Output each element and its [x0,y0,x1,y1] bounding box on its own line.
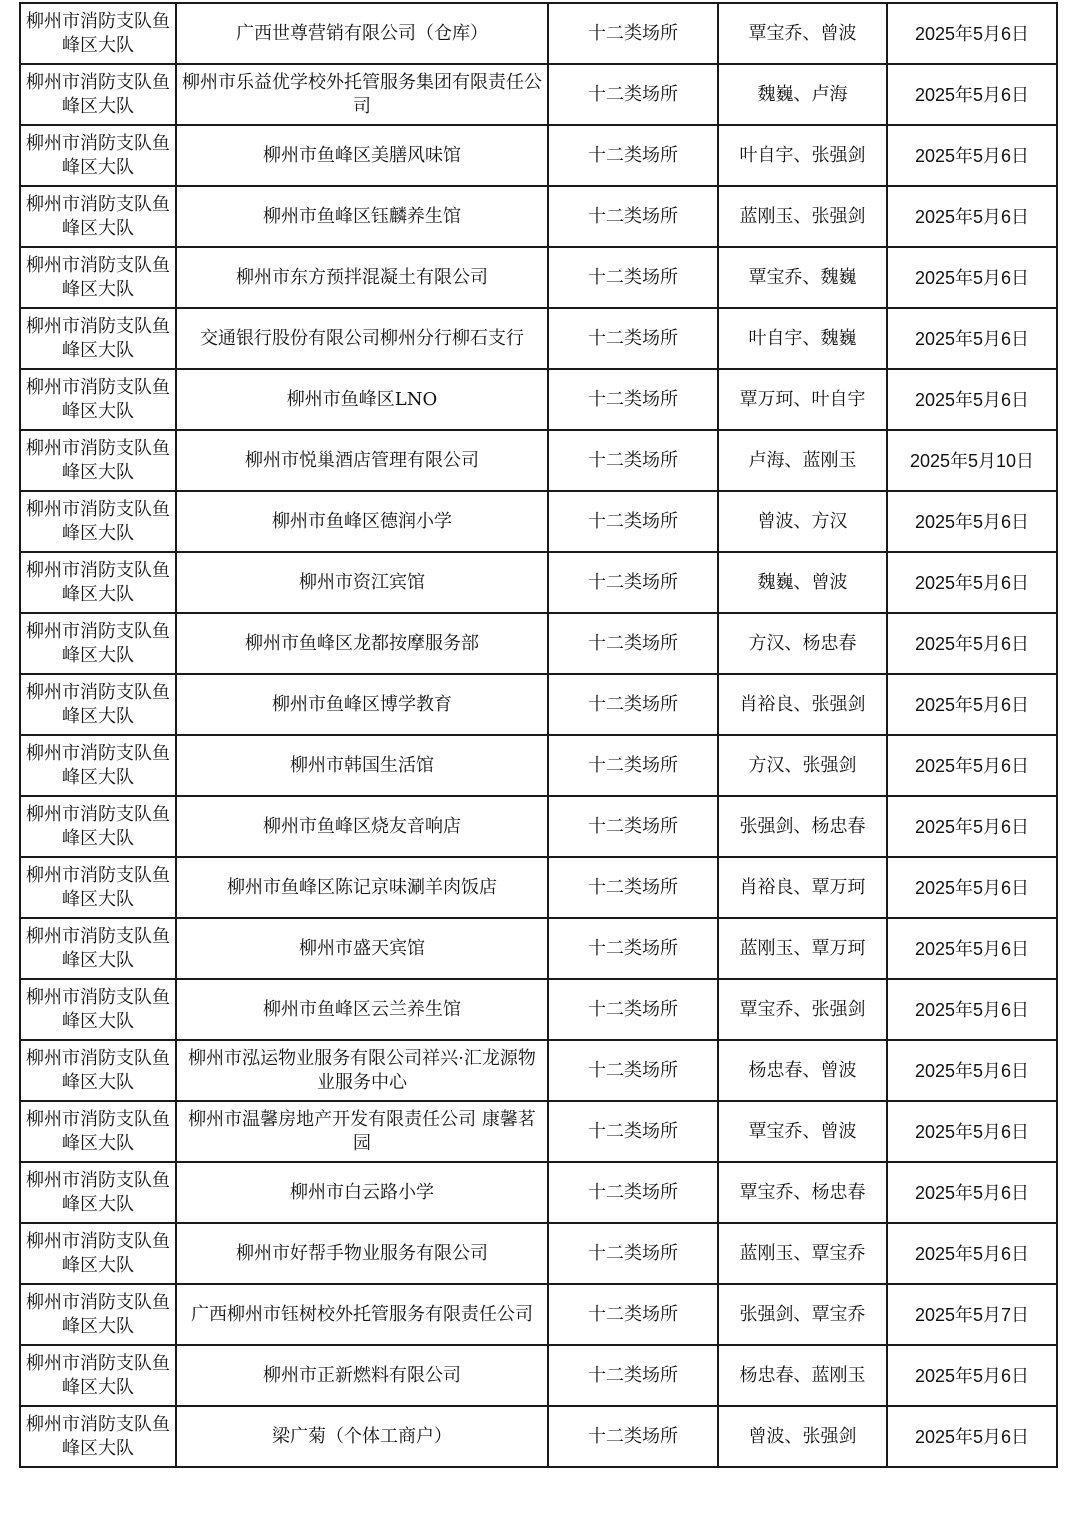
unit-cell: 柳州市消防支队鱼峰区大队 [20,1284,176,1345]
inspectors-cell: 张强剑、杨忠春 [718,796,887,857]
inspectors-cell: 蓝刚玉、覃万珂 [718,918,887,979]
table-row [20,369,1057,430]
category-cell: 十二类场所 [548,125,718,186]
category-cell: 十二类场所 [548,64,718,125]
date-cell: 2025年5月6日 [887,308,1057,369]
inspectors-cell: 方汉、杨忠春 [718,613,887,674]
unit-cell: 柳州市消防支队鱼峰区大队 [20,979,176,1040]
inspectors-cell: 覃万珂、叶自宇 [718,369,887,430]
unit-cell: 柳州市消防支队鱼峰区大队 [20,247,176,308]
date-cell: 2025年5月6日 [887,735,1057,796]
category-cell: 十二类场所 [548,674,718,735]
inspectors-cell: 肖裕良、覃万珂 [718,857,887,918]
category-cell: 十二类场所 [548,979,718,1040]
category-cell: 十二类场所 [548,1345,718,1406]
unit-cell: 柳州市消防支队鱼峰区大队 [20,552,176,613]
table-row [20,918,1057,979]
venue-name-cell: 柳州市鱼峰区博学教育 [176,674,548,735]
unit-cell: 柳州市消防支队鱼峰区大队 [20,918,176,979]
table-row [20,857,1057,918]
inspectors-cell: 覃宝乔、张强剑 [718,979,887,1040]
category-cell: 十二类场所 [548,308,718,369]
inspectors-cell: 覃宝乔、魏巍 [718,247,887,308]
venue-name-cell: 柳州市鱼峰区德润小学 [176,491,548,552]
date-cell: 2025年5月6日 [887,1223,1057,1284]
date-cell: 2025年5月6日 [887,979,1057,1040]
category-cell: 十二类场所 [548,1406,718,1467]
date-cell: 2025年5月6日 [887,491,1057,552]
category-cell: 十二类场所 [548,857,718,918]
unit-cell: 柳州市消防支队鱼峰区大队 [20,125,176,186]
inspectors-cell: 曾波、张强剑 [718,1406,887,1467]
table-row [20,552,1057,613]
table-row [20,1284,1057,1345]
inspectors-cell: 蓝刚玉、覃宝乔 [718,1223,887,1284]
unit-cell: 柳州市消防支队鱼峰区大队 [20,369,176,430]
inspectors-cell: 卢海、蓝刚玉 [718,430,887,491]
unit-cell: 柳州市消防支队鱼峰区大队 [20,1040,176,1101]
table-row [20,125,1057,186]
venue-name-cell: 柳州市资江宾馆 [176,552,548,613]
venue-name-cell: 梁广菊（个体工商户） [176,1406,548,1467]
unit-cell: 柳州市消防支队鱼峰区大队 [20,1345,176,1406]
date-cell: 2025年5月7日 [887,1284,1057,1345]
venue-name-cell: 广西世尊营销有限公司（仓库） [176,3,548,64]
unit-cell: 柳州市消防支队鱼峰区大队 [20,735,176,796]
venue-name-cell: 柳州市正新燃料有限公司 [176,1345,548,1406]
unit-cell: 柳州市消防支队鱼峰区大队 [20,491,176,552]
venue-name-cell: 柳州市鱼峰区LNO [176,369,548,430]
venue-name-cell: 柳州市鱼峰区美膳风味馆 [176,125,548,186]
unit-cell: 柳州市消防支队鱼峰区大队 [20,1406,176,1467]
category-cell: 十二类场所 [548,552,718,613]
table-row [20,1101,1057,1162]
date-cell: 2025年5月6日 [887,1345,1057,1406]
inspectors-cell: 张强剑、覃宝乔 [718,1284,887,1345]
venue-name-cell: 交通银行股份有限公司柳州分行柳石支行 [176,308,548,369]
date-cell: 2025年5月6日 [887,369,1057,430]
unit-cell: 柳州市消防支队鱼峰区大队 [20,796,176,857]
venue-name-cell: 柳州市鱼峰区陈记京味涮羊肉饭店 [176,857,548,918]
date-cell: 2025年5月6日 [887,186,1057,247]
inspectors-cell: 蓝刚玉、张强剑 [718,186,887,247]
date-cell: 2025年5月6日 [887,125,1057,186]
table-row [20,1040,1057,1101]
unit-cell: 柳州市消防支队鱼峰区大队 [20,1162,176,1223]
unit-cell: 柳州市消防支队鱼峰区大队 [20,857,176,918]
date-cell: 2025年5月6日 [887,552,1057,613]
unit-cell: 柳州市消防支队鱼峰区大队 [20,64,176,125]
table-row [20,796,1057,857]
category-cell: 十二类场所 [548,491,718,552]
date-cell: 2025年5月6日 [887,613,1057,674]
table-row [20,64,1057,125]
inspectors-cell: 覃宝乔、曾波 [718,3,887,64]
date-cell: 2025年5月6日 [887,1406,1057,1467]
inspectors-cell: 魏巍、曾波 [718,552,887,613]
inspectors-cell: 曾波、方汉 [718,491,887,552]
date-cell: 2025年5月6日 [887,796,1057,857]
venue-name-cell: 广西柳州市钰树校外托管服务有限责任公司 [176,1284,548,1345]
venue-name-cell: 柳州市东方预拌混凝土有限公司 [176,247,548,308]
venue-name-cell: 柳州市鱼峰区钰麟养生馆 [176,186,548,247]
unit-cell: 柳州市消防支队鱼峰区大队 [20,186,176,247]
table-row [20,1223,1057,1284]
unit-cell: 柳州市消防支队鱼峰区大队 [20,430,176,491]
venue-name-cell: 柳州市悦巢酒店管理有限公司 [176,430,548,491]
date-cell: 2025年5月10日 [887,430,1057,491]
table-row [20,308,1057,369]
venue-name-cell: 柳州市韩国生活馆 [176,735,548,796]
unit-cell: 柳州市消防支队鱼峰区大队 [20,3,176,64]
category-cell: 十二类场所 [548,1162,718,1223]
inspectors-cell: 覃宝乔、曾波 [718,1101,887,1162]
unit-cell: 柳州市消防支队鱼峰区大队 [20,1223,176,1284]
date-cell: 2025年5月6日 [887,1101,1057,1162]
venue-name-cell: 柳州市鱼峰区云兰养生馆 [176,979,548,1040]
unit-cell: 柳州市消防支队鱼峰区大队 [20,1101,176,1162]
inspection-table [19,2,1058,1468]
inspectors-cell: 杨忠春、蓝刚玉 [718,1345,887,1406]
table-row [20,1162,1057,1223]
venue-name-cell: 柳州市鱼峰区龙都按摩服务部 [176,613,548,674]
inspectors-cell: 肖裕良、张强剑 [718,674,887,735]
table-row [20,674,1057,735]
venue-name-cell: 柳州市温馨房地产开发有限责任公司 康馨茗园 [176,1101,548,1162]
date-cell: 2025年5月6日 [887,918,1057,979]
category-cell: 十二类场所 [548,735,718,796]
table-row [20,979,1057,1040]
category-cell: 十二类场所 [548,918,718,979]
table-row [20,1406,1057,1467]
category-cell: 十二类场所 [548,3,718,64]
date-cell: 2025年5月6日 [887,857,1057,918]
venue-name-cell: 柳州市好帮手物业服务有限公司 [176,1223,548,1284]
category-cell: 十二类场所 [548,613,718,674]
unit-cell: 柳州市消防支队鱼峰区大队 [20,308,176,369]
venue-name-cell: 柳州市泓运物业服务有限公司祥兴·汇龙源物业服务中心 [176,1040,548,1101]
inspectors-cell: 叶自宇、张强剑 [718,125,887,186]
category-cell: 十二类场所 [548,247,718,308]
table-row [20,1345,1057,1406]
venue-name-cell: 柳州市白云路小学 [176,1162,548,1223]
inspectors-cell: 杨忠春、曾波 [718,1040,887,1101]
inspectors-cell: 覃宝乔、杨忠春 [718,1162,887,1223]
date-cell: 2025年5月6日 [887,64,1057,125]
date-cell: 2025年5月6日 [887,674,1057,735]
unit-cell: 柳州市消防支队鱼峰区大队 [20,674,176,735]
venue-name-cell: 柳州市乐益优学校外托管服务集团有限责任公司 [176,64,548,125]
category-cell: 十二类场所 [548,1040,718,1101]
category-cell: 十二类场所 [548,369,718,430]
table-row [20,613,1057,674]
category-cell: 十二类场所 [548,186,718,247]
table-row [20,247,1057,308]
table-row [20,3,1057,64]
date-cell: 2025年5月6日 [887,3,1057,64]
category-cell: 十二类场所 [548,796,718,857]
table-body [20,3,1057,1467]
inspectors-cell: 方汉、张强剑 [718,735,887,796]
category-cell: 十二类场所 [548,1101,718,1162]
inspectors-cell: 魏巍、卢海 [718,64,887,125]
table-row [20,430,1057,491]
category-cell: 十二类场所 [548,1284,718,1345]
category-cell: 十二类场所 [548,430,718,491]
venue-name-cell: 柳州市盛天宾馆 [176,918,548,979]
date-cell: 2025年5月6日 [887,1162,1057,1223]
date-cell: 2025年5月6日 [887,1040,1057,1101]
inspectors-cell: 叶自宇、魏巍 [718,308,887,369]
venue-name-cell: 柳州市鱼峰区烧友音响店 [176,796,548,857]
table-row [20,491,1057,552]
unit-cell: 柳州市消防支队鱼峰区大队 [20,613,176,674]
category-cell: 十二类场所 [548,1223,718,1284]
table-row [20,186,1057,247]
table-row [20,735,1057,796]
date-cell: 2025年5月6日 [887,247,1057,308]
